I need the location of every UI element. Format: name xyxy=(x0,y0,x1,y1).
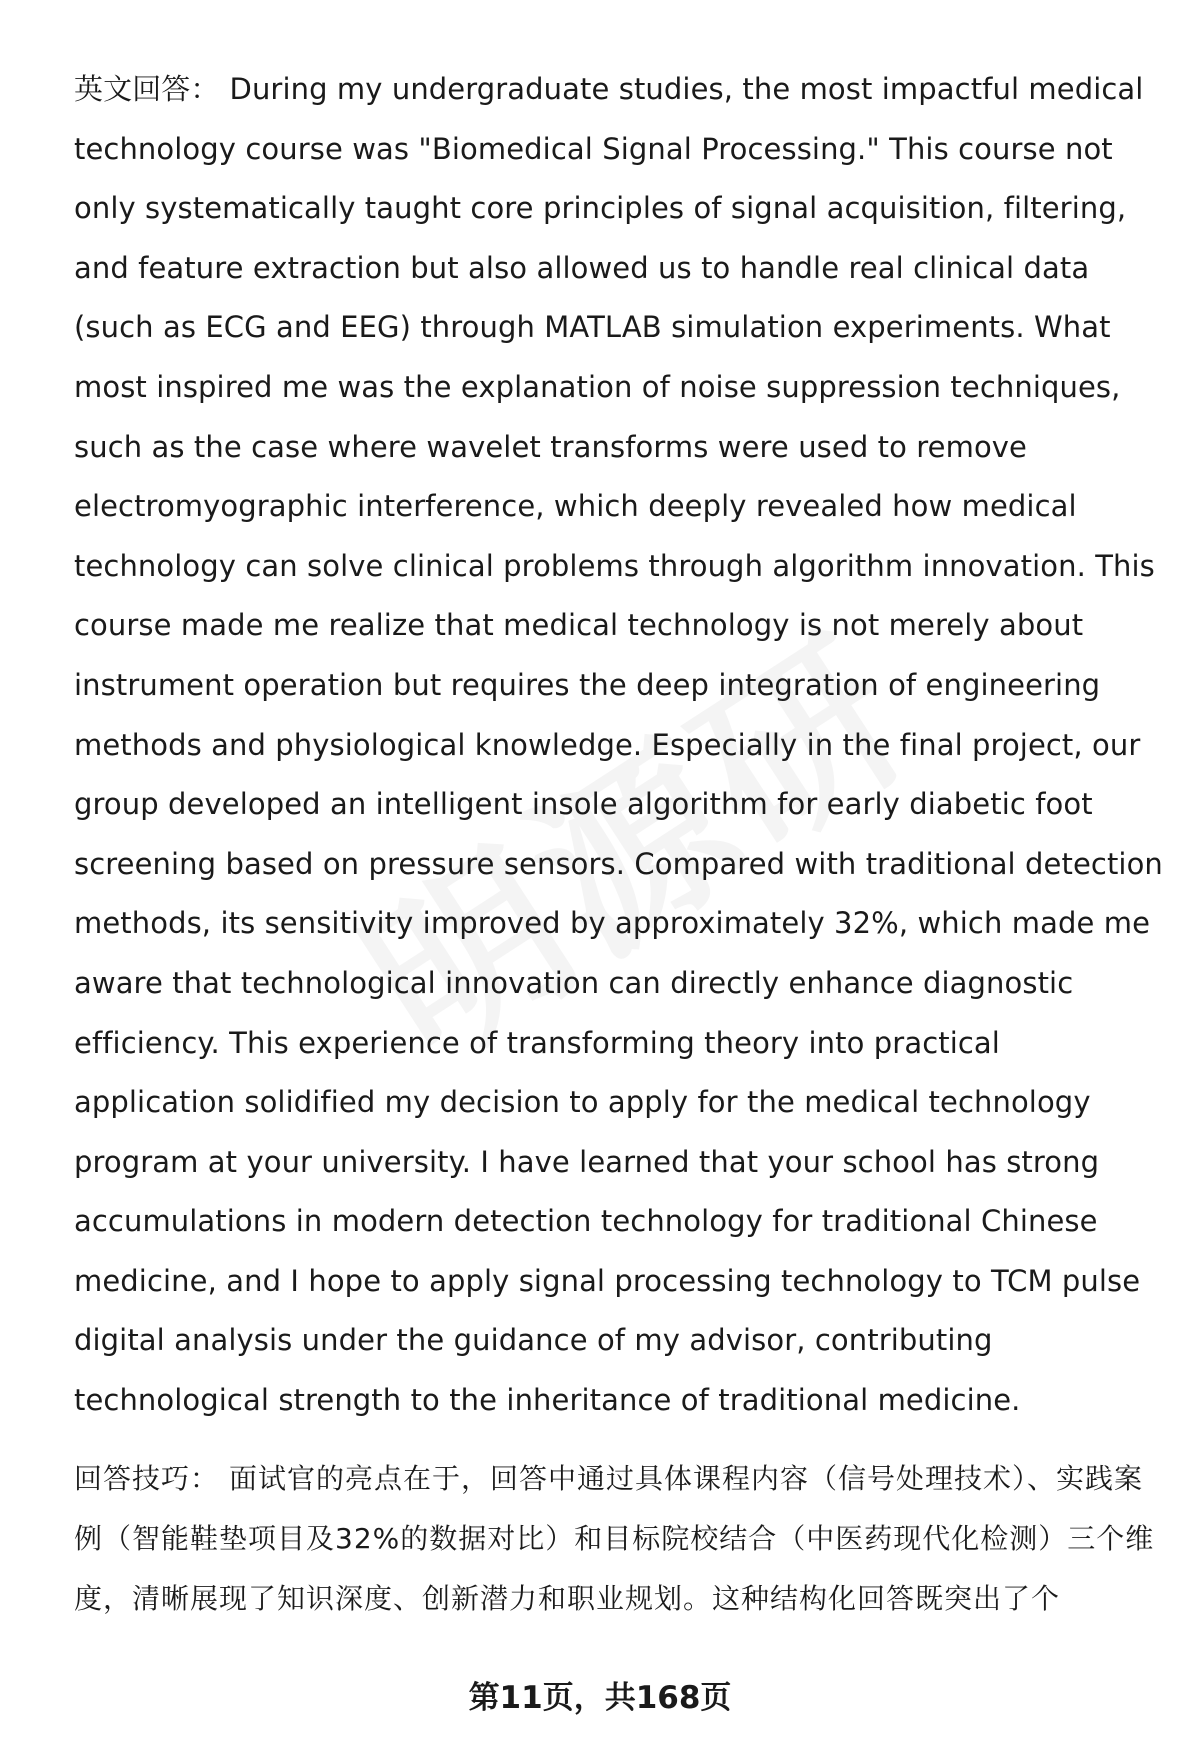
document-body xyxy=(74,60,1164,1629)
answer-text: During my undergraduate studies, the most impactful medical technology course was "Biomedical Signal Processing." This course not only systematically taught core principles of signal acquisition, filtering, and feature extraction but also allowed us to handle real clinical data (such as ECG and EEG) through MATLAB simulation experiments. What most inspired me was the explanation of noise suppression techniques, such as the case where wavelet transforms were used to remove electromyographic interference, which deeply revealed how medical technology can solve clinical problems through algorithm innovation. This course made me realize that medical technology is not merely about instrument operation but requires the deep integration of engineering methods and physiological knowledge. Especially in the final project, our group developed an intelligent insole algorithm for early diabetic foot screening based on pressure sensors. Compared with traditional detection methods, its sensitivity improved by approximately 32%, which made me aware that technological innovation can directly enhance diagnostic efficiency. This experience of transforming theory into practical application solidified my decision to apply for the medical technology program at your university. I have learned that your school has strong accumulations in modern detection technology for traditional Chinese medicine, and I hope to apply signal processing technology to TCM pulse digital analysis under the guidance of my advisor, contributing technological strength to the inheritance of traditional medicine. xyxy=(74,72,1163,1418)
tips-text: 面试官的亮点在于，回答中通过具体课程内容（信号处理技术）、实践案例（智能鞋垫项目及32%的数据对比）和目标院校结合（中医药现代化检测）三个维度，清晰展现了知识深度、创新潜力和职业规划。这种结构化回答既突出了个 xyxy=(74,1461,1155,1615)
page-number: 第11页，共168页 xyxy=(468,1680,732,1716)
tips-label: 回答技巧： xyxy=(74,1461,220,1495)
tips-paragraph xyxy=(74,1449,1164,1629)
answer-paragraph xyxy=(74,60,1164,1431)
answer-label: 英文回答： xyxy=(74,72,220,106)
